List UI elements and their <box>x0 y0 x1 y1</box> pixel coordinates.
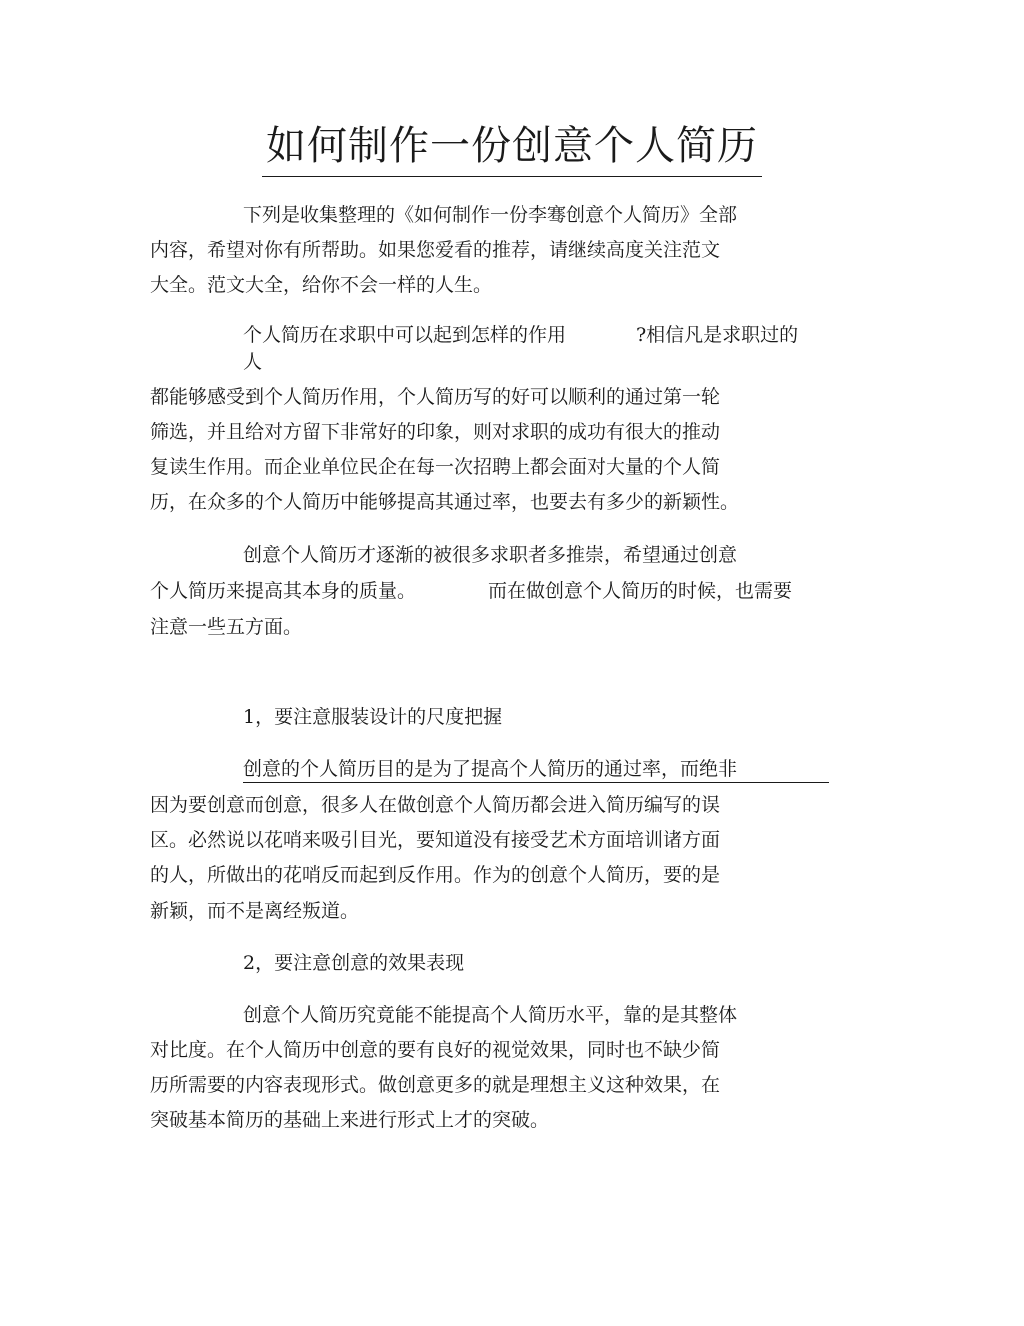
paragraph-4-line-3: 区。必然说以花哨来吸引目光，要知道没有接受艺术方面培训诸方面 <box>150 829 721 851</box>
document-title-text: 如何制作一份创意个人简历 <box>262 118 762 177</box>
paragraph-5-line-4: 突破基本简历的基础上来进行形式上才的突破。 <box>150 1109 550 1131</box>
underline-rule <box>243 782 829 783</box>
paragraph-4-line-4: 的人，所做出的花哨反而起到反作用。作为的创意个人简历，要的是 <box>150 864 721 886</box>
section-heading-1: 1，要注意服装设计的尺度把握 <box>243 706 503 728</box>
paragraph-5-line-3: 历所需要的内容表现形式。做创意更多的就是理想主义这种效果，在 <box>150 1074 721 1096</box>
paragraph-2-line-5: 历，在众多的个人简历中能够提高其通过率，也要去有多少的新颖性。 <box>150 491 740 513</box>
paragraph-2-line-wrap: 人 <box>243 351 263 373</box>
paragraph-3-line-3: 注意一些五方面。 <box>150 616 303 638</box>
paragraph-3-line-2a: 个人简历来提高其本身的质量。 <box>150 580 417 602</box>
paragraph-2-line-2: 都能够感受到个人简历作用，个人简历写的好可以顺利的通过第一轮 <box>150 386 721 408</box>
document-title <box>0 118 1024 177</box>
paragraph-4-line-1: 创意的个人简历目的是为了提高个人简历的通过率，而绝非 <box>243 758 738 780</box>
paragraph-5-line-1: 创意个人简历究竟能不能提高个人简历水平，靠的是其整体 <box>243 1004 738 1026</box>
paragraph-4-line-2: 因为要创意而创意，很多人在做创意个人简历都会进入简历编写的误 <box>150 794 721 816</box>
paragraph-3-line-1: 创意个人简历才逐渐的被很多求职者多推崇，希望通过创意 <box>243 544 738 566</box>
paragraph-1-line-3: 大全。范文大全，给你不会一样的人生。 <box>150 274 493 296</box>
paragraph-2-line-1a: 个人简历在求职中可以起到怎样的作用 <box>243 324 567 346</box>
section-heading-2: 2，要注意创意的效果表现 <box>243 952 465 974</box>
paragraph-1-line-1: 下列是收集整理的《如何制作一份李骞创意个人简历》全部 <box>243 204 738 226</box>
paragraph-2-line-1b: ?相信凡是求职过的 <box>636 324 799 346</box>
paragraph-4-line-5: 新颖，而不是离经叛道。 <box>150 900 360 922</box>
paragraph-2-line-3: 筛选，并且给对方留下非常好的印象，则对求职的成功有很大的推动 <box>150 421 721 443</box>
paragraph-1-line-2: 内容，希望对你有所帮助。如果您爱看的推荐，请继续高度关注范文 <box>150 239 721 261</box>
paragraph-5-line-2: 对比度。在个人简历中创意的要有良好的视觉效果，同时也不缺少简 <box>150 1039 721 1061</box>
paragraph-2-line-4: 复读生作用。而企业单位民企在每一次招聘上都会面对大量的个人简 <box>150 456 721 478</box>
paragraph-3-line-2b: 而在做创意个人简历的时候，也需要 <box>488 580 793 602</box>
